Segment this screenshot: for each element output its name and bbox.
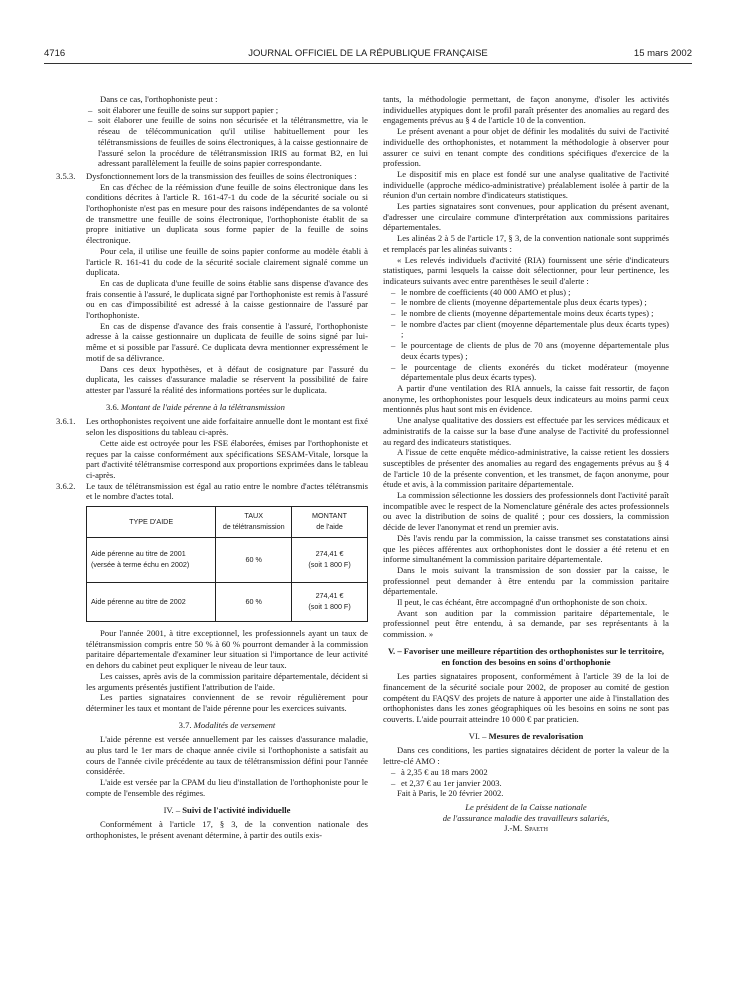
section-number: V. –: [387, 645, 402, 656]
paragraph: Dans le mois suivant la transmission de son dossier par la caisse, le professionnel peut demander à être entendu par la commission paritaire départementale.: [383, 564, 669, 597]
paragraph: Les parties signataires proposent, conformément à l'article 39 de la loi de financement de la sécurité sociale pour 2002, de proposer au comité de gestion compétent du FAQSV des projets de nature à apporter une aide à l'installation des orthophonistes dans les zones géographiques où les besoins en soins ne sont pas couverts. L'aide pourrait atteindre 10 000 € par praticien.: [383, 671, 669, 725]
section-number: 3.6.: [106, 401, 119, 412]
section-3-6-heading: [86, 402, 368, 413]
paragraph: Pour l'année 2001, à titre exceptionnel, les professionnels ayant un taux de télétransmission compris entre 50 % à 60 % pourront demander à la commission paritaire départementale d'examiner leur situation si l'importance de leur activité en dehors du cabinet peut expliquer le niveau de leur taux.: [86, 628, 368, 671]
list-item: – le pourcentage de clients exonérés du ticket modérateur (moyenne départementale plus deux écarts types).: [389, 362, 669, 383]
paragraph: « Les relevés individuels d'activité (RIA) fournissent une série d'indicateurs statistiques, parmi lesquels la caisse doit sélectionner, pour leur pertinence, les indicateurs suivants avec entre parenthèses le seuil d'alerte :: [383, 254, 669, 286]
list-item: – et 2,37 € au 1er janvier 2003.: [389, 778, 669, 789]
column-header: [216, 507, 292, 538]
section-title: Favoriser une meilleure répartition des orthophonistes sur le territoire, en fonction des besoins en soins d'orthophonie: [403, 645, 665, 667]
column-header: TYPE D'AIDE: [87, 507, 216, 538]
publication-date: 15 mars 2002: [633, 48, 692, 59]
paragraph: A partir d'une ventilation des RIA annuels, la caisse fait ressortir, de façon anonyme, les orthophonistes pour lesquels deux indicateurs au moins parmi ceux mentionnés plus haut sont mis en évidence.: [383, 382, 669, 415]
paragraph: L'aide pérenne est versée annuellement par les caisses d'assurance maladie, au plus tard le 1er mars de chaque année civile si l'orthophoniste a satisfait au cours de l'année civile précédente au taux de télétransmission défini pour l'année considérée.: [86, 734, 368, 777]
column-header-line: MONTANT: [312, 511, 348, 521]
table-cell: [292, 583, 368, 622]
paragraph: Le présent avenant a pour objet de définir les modalités du suivi de l'activité individuelle des orthophonistes, et notamment la méthodologie à observer pour assurer ce suivi en tenant compte des conditions spécifiques d'exercice de la profession.: [383, 126, 669, 169]
right-column: [383, 94, 669, 834]
journal-title: JOURNAL OFFICIEL DE LA RÉPUBLIQUE FRANÇAISE: [248, 48, 488, 59]
paragraph: Les alinéas 2 à 5 de l'article 17, § 3, de la convention nationale sont supprimés et remplacés par les alinéas suivants :: [383, 233, 669, 254]
list-item: – le nombre de coefficients (40 000 AMO et plus) ;: [389, 287, 669, 298]
table-cell: 60 %: [216, 583, 292, 622]
section-number: 3.5.3.: [56, 170, 76, 181]
section-3-7-heading: [86, 720, 368, 731]
paragraph: L'aide est versée par la CPAM du lieu d'installation de l'orthophoniste pour le compte de l'ensemble des régimes.: [86, 777, 368, 798]
column-header-line: de télétransmission: [222, 522, 285, 532]
section-3-5-3: [56, 171, 368, 182]
table-cell: 60 %: [216, 538, 292, 583]
list-item: – à 2,35 € au 18 mars 2002: [389, 767, 669, 778]
paragraph: Avant son audition par la commission paritaire départementale, le professionnel peut être entendu, à sa demande, par ses représentants à la commission. »: [383, 607, 669, 640]
paragraph: Dans ce cas, l'orthophoniste peut :: [100, 94, 218, 104]
left-column: [56, 94, 368, 841]
paragraph: Il peut, le cas échéant, être accompagné d'un orthophoniste de son choix.: [397, 597, 648, 608]
paragraph: Les parties signataires sont convenues, pour application du présent avenant, d'adresser une circulaire commune d'interprétation aux commissions paritaires départementales.: [383, 201, 669, 233]
page-header: [44, 48, 692, 62]
table-cell: Aide pérenne au titre de 2002: [87, 583, 216, 622]
revaluation-list: [383, 767, 669, 788]
list-item: – le nombre d'actes par client (moyenne départementale plus deux écarts types) ;: [389, 319, 669, 340]
section-IV-heading: [86, 805, 368, 816]
section-3-6-2: [56, 481, 368, 502]
table-cell: Aide pérenne au titre de 2001 (versée à terme échu en 2002): [87, 538, 216, 583]
header-rule: [44, 63, 692, 64]
paragraph: Pour cela, il utilise une feuille de soins papier conforme au modèle établi à l'article R. 161-41 du code de la sécurité sociale clairement signalé comme un duplicata.: [86, 245, 368, 278]
paragraph: En cas d'échec de la réémission d'une feuille de soins électronique dans les conditions décrites à l'article R. 161-47-1 du code de la sécurité sociale ou si l'orthophoniste n'est pas en mesure pour des raisons indépendantes de sa volonté de transmettre une feuille de soins électronique, l'orthophoniste établit de sa propre initiative un duplicata sous forme papier de la feuille de soins électronique.: [86, 181, 368, 246]
section-V-heading: [383, 646, 669, 667]
column-header-line: de l'aide: [316, 522, 343, 532]
section-text: Dysfonctionnement lors de la transmission des feuilles de soins électroniques :: [86, 170, 357, 181]
list-item: – soit élaborer une feuille de soins non sécurisée et la télétransmettre, via le réseau de télécommunication qu'il utilise habituellement pour les télétransmissions de feuilles de soins électroniques, à la caisse gestionnaire de l'assuré selon la procédure de télétransmission IRIS au format B2, en lui adressant parallèlement la feuille de soins papier correspondante.: [86, 115, 368, 169]
section-3-6-1: [56, 416, 368, 437]
column-header: [292, 507, 368, 538]
list-item: – le nombre de clients (moyenne départementale plus deux écarts types) ;: [389, 297, 669, 308]
section-VI-heading: [383, 731, 669, 742]
paragraph: Conformément à l'article 17, § 3, de la convention nationale des orthophonistes, le présent avenant détermine, à partir des outils exis-: [86, 819, 368, 840]
list-item: – soit élaborer une feuille de soins sur support papier ;: [86, 105, 368, 116]
section-number: 3.7.: [178, 719, 192, 730]
section-title: Modalités de versement: [193, 719, 276, 730]
amount-francs: (soit 1 800 F): [308, 560, 351, 570]
paragraph: Dès l'avis rendu par la commission, la caisse transmet ses constatations ainsi que les pièces afférentes aux orthophonistes dont le dossier a été retenu et en informe simultanément la commission paritaire départementale.: [383, 532, 669, 565]
paragraph: Les caisses, après avis de la commission paritaire départementale, décident si les arguments présentés justifient l'attribution de l'aide.: [86, 670, 368, 692]
section-title: Montant de l'aide pérenne à la télétransmission: [121, 401, 285, 412]
column-header-line: TAUX: [244, 511, 263, 521]
signature-line: de l'assurance maladie des travailleurs salariés,: [442, 812, 610, 823]
paragraph: Une analyse qualitative des dossiers est effectuée par les services médicaux et administratifs de la caisse sur la base d'une analyse de l'activité du professionnel au regard des indicateurs statistiques.: [383, 415, 669, 447]
table-row: [87, 538, 368, 583]
amount: 274,41 €: [315, 549, 344, 559]
paragraph: tants, la méthodologie permettant, de façon anonyme, d'isoler les activités individuelles atypiques dont le profil paraît présenter des anomalies au regard des engagements prévus au § 4 de l'article 10 de la convention.: [383, 94, 669, 126]
paragraph: La commission sélectionne les dossiers des professionnels dont l'activité paraît incompatible avec le respect de la Nomenclature générale des actes professionnels ou avec la distribution de soins de qualité ; pour ces dossiers, la commission décide de lever l'anonymat et rend un premier avis.: [383, 490, 669, 533]
signatory-name: J.-M. Spaeth: [504, 823, 548, 834]
table-header-row: [87, 507, 368, 538]
page-number: 4716: [44, 48, 66, 59]
paragraph: Dans ces conditions, les parties signataires décident de porter la valeur de la lettre-clé AMO :: [383, 745, 669, 767]
section-number: IV. –: [163, 804, 181, 815]
amount-francs: (soit 1 800 F): [308, 602, 351, 612]
list-item: – le pourcentage de clients de plus de 70 ans (moyenne départementale plus deux écarts types) ;: [389, 340, 669, 361]
amount: 274,41 €: [315, 591, 344, 601]
table-cell: [292, 538, 368, 583]
paragraph: En cas de duplicata d'une feuille de soins établie sans dispense d'avance des frais consentie à l'assuré, le duplicata signé par l'orthophoniste est remis à l'assuré ou en cas d'impossibilité est adressé à la caisse gestionnaire de l'assuré par l'orthophoniste.: [86, 277, 368, 321]
paragraph: Les parties signataires conviennent de se revoir régulièrement pour déterminer les taux et montant de l'aide pérenne pour les exercices suivants.: [86, 692, 368, 713]
paragraph: Le dispositif mis en place est fondé sur une analyse qualitative de l'activité individuelle (approche médico-administrative) préalablement isolée à partir de la réunion d'un certain nombre d'indicateurs statistiques.: [383, 168, 669, 201]
section-number: 3.6.1.: [56, 416, 76, 427]
aid-table: [86, 506, 368, 622]
place-date: Fait à Paris, le 20 février 2002.: [397, 788, 504, 799]
section-text: Les orthophonistes reçoivent une aide forfaitaire annuelle dont le montant est fixé selon les dispositions du tableau ci-après.: [86, 416, 368, 438]
section-title: Mesures de revalorisation: [488, 730, 584, 741]
paragraph: Dans ces deux hypothèses, et à défaut de cosignature par l'assuré du duplicata, les caisses d'assurance maladie se réservent la possibilité de faire attester par l'assuré la réalité des informations portées sur le duplicata.: [86, 363, 368, 395]
section-text: Le taux de télétransmission est égal au ratio entre le nombre d'actes télétransmis et le nombre d'actes total.: [86, 480, 368, 502]
paragraph: A l'issue de cette enquête médico-administrative, la caisse retient les dossiers susceptibles de présenter des anomalies au regard des engagements prévus au § 4 de l'article 10 de la présente convention, et les transmet, de façon anonyme, pour étude et avis, à la commission paritaire départementale.: [383, 447, 669, 490]
section-title: Suivi de l'activité individuelle: [182, 804, 291, 815]
section-number: VI. –: [468, 730, 487, 741]
paragraph: En cas de dispense d'avance des frais consentie à l'assuré, l'orthophoniste adresse à la caisse gestionnaire un duplicata de feuille de soins signé par lui-même et si possible par l'assuré. Ce duplicata devra mentionner expressément le motif de sa délivrance.: [86, 320, 368, 363]
indicator-list: [383, 287, 669, 383]
list-item: – le nombre de clients (moyenne départementale moins deux écarts types) ;: [389, 308, 669, 319]
section-number: 3.6.2.: [56, 480, 76, 491]
option-list: [86, 105, 368, 169]
table-row: [87, 583, 368, 622]
signature-line: Le président de la Caisse nationale: [465, 802, 587, 812]
paragraph: Cette aide est octroyée pour les FSE élaborées, émises par l'orthophoniste et reçues par la caisse conformément aux spécifications SESAM-Vitale, lorsque la part d'activité télétransmise correspond aux proportions exprimées dans le tableau ci-après.: [86, 437, 368, 480]
